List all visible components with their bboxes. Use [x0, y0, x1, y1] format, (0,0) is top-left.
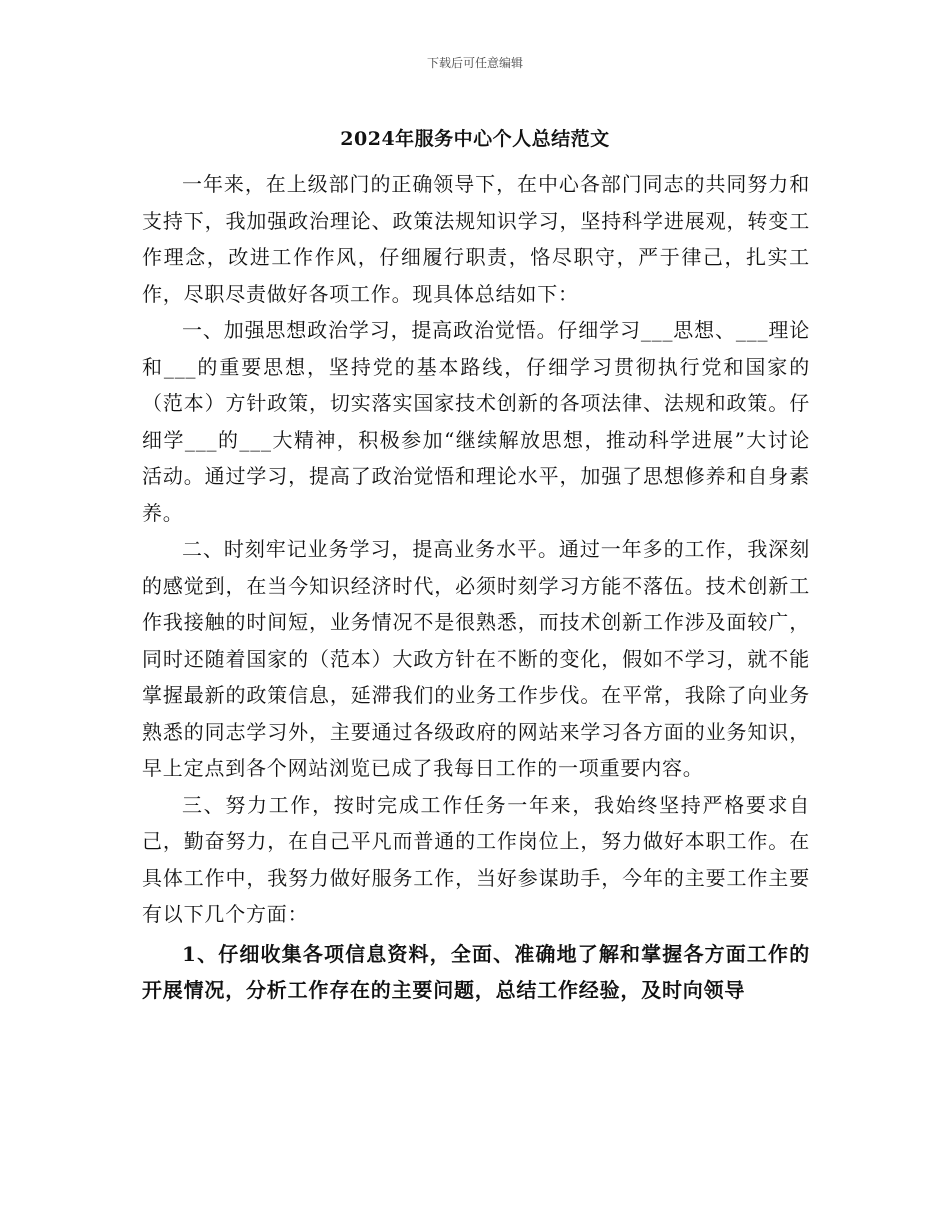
document-title: 2024年服务中心个人总结范文: [340, 128, 610, 150]
header-note: 下载后可任意编辑: [426, 56, 523, 70]
paragraph-section-2: 二、时刻牢记业务学习，提高业务水平。通过一年多的工作，我深刻的感觉到，在当今知识经济时代，必须时刻学习方能不落伍。技术创新工作我接触的时间短，业务情况不是很熟悉，而技术创新工作涉及面较广，同时还随着国家的（范本）大政方针在不断的变化，假如不学习，就不能掌握最新的政策信息，延滞我们的业务工作步伐。在平常，我除了向业务熟悉的同志学习外，主要通过各级政府的网站来学习各方面的业务知识，早上定点到各个网站浏览已成了我每日工作的一项重要内容。: [142, 537, 810, 780]
paragraph-intro: 一年来，在上级部门的正确领导下，在中心各部门同志的共同努力和支持下，我加强政治理论、政策法规知识学习，坚持科学进展观，转变工作理念，改进工作作风，仔细履行职责，恪尽职守，严于律己，扎实工作，尽职尽责做好各项工作。现具体总结如下：: [142, 172, 810, 306]
paragraph-section-3: 三、努力工作，按时完成工作任务一年来，我始终坚持严格要求自己，勤奋努力，在自己平凡而普通的工作岗位上，努力做好本职工作。在具体工作中，我努力做好服务工作，当好参谋助手，今年的主要工作主要有以下几个方面：: [142, 792, 810, 926]
paragraph-section-1: 一、加强思想政治学习，提高政治觉悟。仔细学习___思想、___理论和___的重要思想，坚持党的基本路线，仔细学习贯彻执行党和国家的（范本）方针政策，切实落实国家技术创新的各项法律、法规和政策。仔细学___的___大精神，积极参加“继续解放思想，推动科学进展”大讨论活动。通过学习，提高了政治觉悟和理论水平，加强了思想修养和自身素养。: [142, 318, 810, 525]
document-body: [142, 166, 810, 1009]
paragraph-item-1: 1、仔细收集各项信息资料，全面、准确地了解和掌握各方面工作的开展情况，分析工作存在的主要问题，总结工作经验，及时向领导: [142, 941, 810, 1002]
